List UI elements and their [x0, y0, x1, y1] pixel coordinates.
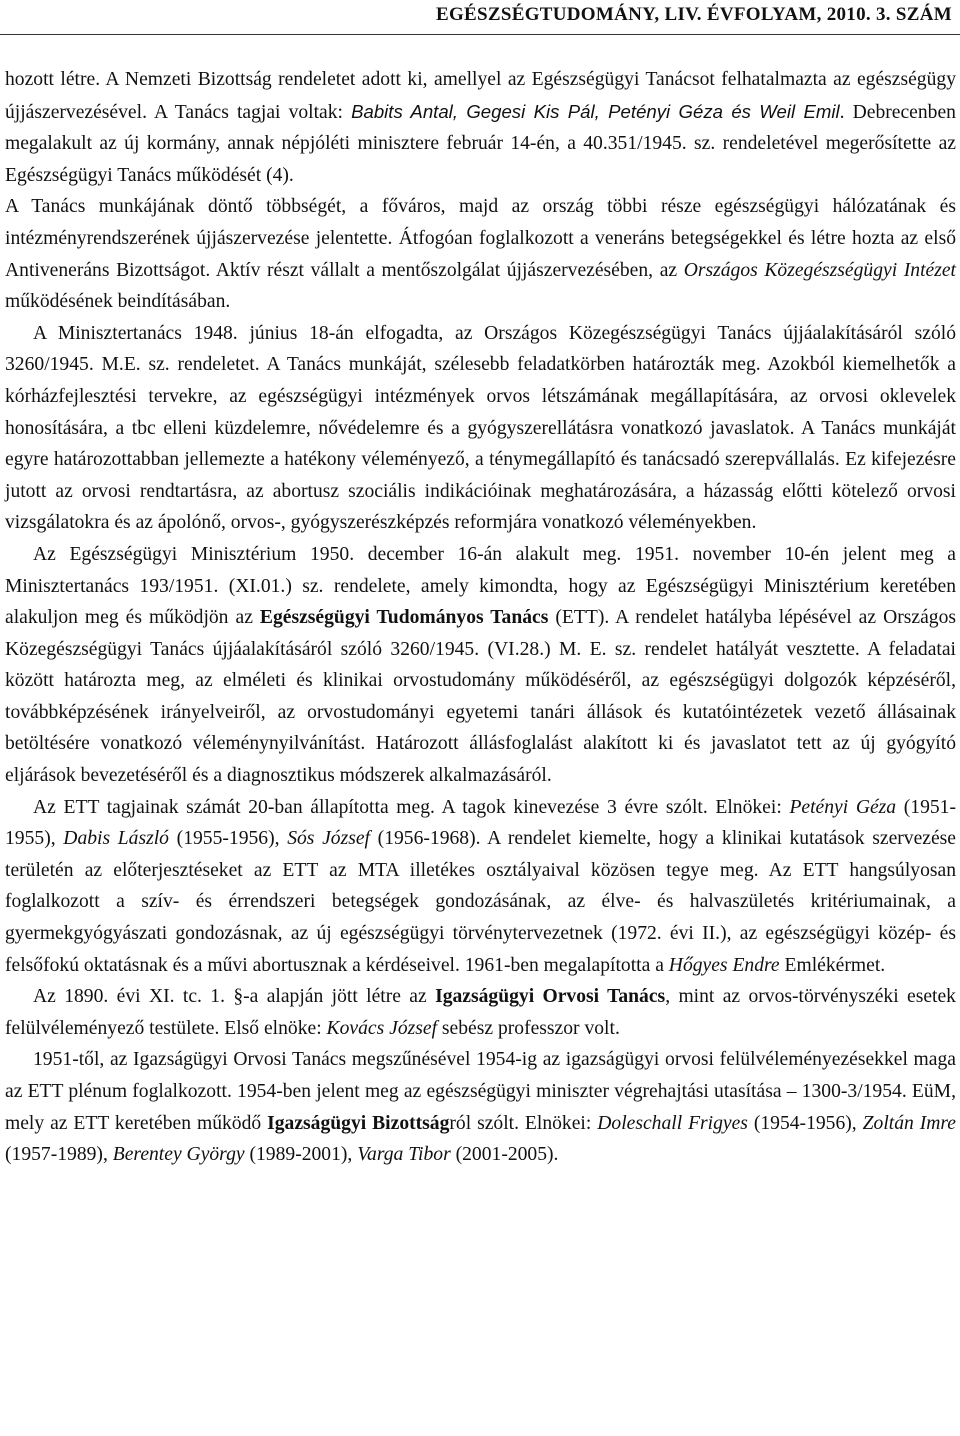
person-italic: Varga Tibor	[357, 1144, 451, 1166]
person-italic: Dabis László	[63, 828, 169, 850]
paragraph-7	[5, 1044, 956, 1170]
person-italic: Berentey György	[112, 1144, 245, 1166]
text-run: sebész professzor volt.	[437, 1017, 620, 1039]
committee-bold: Igazságügyi Bizottság	[267, 1112, 450, 1134]
text-run: Az Egészségügyi Minisztérium 1950. december 16-án alakult meg. 1951. november 10-én jelent meg a Minisztertanács 193/1951. (XI.01.) sz. rendelete, amely kimondta, hogy az Egészségügyi Minisztérium keretében alakuljon meg és működjön az	[5, 543, 956, 629]
article-body	[5, 64, 956, 1171]
running-header: EGÉSZSÉGTUDOMÁNY, LIV. ÉVFOLYAM, 2010. 3. SZÁM	[435, 4, 952, 25]
iot-bold: Igazságügyi Orvosi Tanács	[435, 986, 666, 1008]
text-run: (2001-2005).	[450, 1144, 559, 1166]
names-italic: Babits Antal, Gegesi Kis Pál, Petényi Géza és Weil Emil	[351, 100, 840, 122]
header-rule	[0, 34, 960, 35]
text-run: . Debrecenben megalakult az új kormány, annak népjóléti minisztere február 14-én, a 40.351/1945. sz. rendeletével megerősítette az Egészségügyi Tanács működését (4).	[5, 101, 956, 186]
ett-bold: Egészségügyi Tudományos Tanács	[259, 607, 549, 629]
text-run: (1989-2001),	[244, 1144, 358, 1166]
text-run: (1956-1968). A rendelet kiemelte, hogy a klinikai kutatások szervezése területén az előterjesztéseket az ETT az MTA illetékes osztályaival közösen tegye meg. Az ETT hangsúlyosan foglalkozott a szív- és érrendszeri betegségek gondozásának, az élve- és halvaszületés kritériumainak, a gyermekgyógyászati gondozásnak, az új egészségügyi törvénytervezetnek (1972. évi II.), az egészségügyi közép- és felsőfokú oktatásnak és a művi abortusznak a kérdéseivel. 1961-ben megalapította a	[5, 828, 956, 976]
institute-italic: Országos Közegészségügyi Intézet	[683, 259, 956, 281]
text-run: (1954-1956),	[747, 1112, 863, 1134]
paragraph-6	[5, 981, 956, 1044]
paragraph-3	[5, 318, 956, 539]
paragraph-5	[5, 792, 956, 982]
text-run: (1951-1955),	[5, 796, 957, 850]
person-italic: Petényi Géza	[789, 796, 897, 818]
text-run: (1955-1956),	[168, 828, 288, 850]
text-run: működésének beindításában.	[5, 291, 231, 313]
person-italic: Zoltán Imre	[862, 1112, 956, 1134]
person-italic: Sós József	[287, 828, 370, 850]
paragraph-1	[5, 64, 956, 191]
person-italic: Hőgyes Endre	[668, 954, 780, 976]
text-run: A Minisztertanács 1948. június 18-án elfogadta, az Országos Közegészségügyi Tanács újjáalakításáról szóló 3260/1945. M.E. sz. rendeletet. A Tanács munkáját, szélesebb feladatkörben határozták meg. Azokból kiemelhetők a kórházfejlesztési tervekre, az egészségügyi intézmények orvos létszámának megállapítására, az orvosi oklevelek honosítására, a tbc elleni küzdelemre, nővédelemre és a gyógyszerellátásra vonatkozó javaslatok. A Tanács munkáját egyre határozottabban jellemezte a hatékony véleményező, a ténymegállapító és tanácsadó szerepvállalás. Ez kifejezésre jutott az orvosi rendtartásra, az abortusz szociális indikációinak meghatározására, a házasság előtti kötelező orvosi vizsgálatokra és az ápolónő, orvos-, gyógyszerészképzés reformjára vonatkozó véleményekben.	[5, 322, 956, 534]
text-run: ról szólt. Elnökei:	[449, 1112, 598, 1134]
text-run: , mint az orvos-törvényszéki esetek felülvéleményező testülete. Első elnöke:	[5, 986, 956, 1039]
text-run: hozott létre. A Nemzeti Bizottság rendeletet adott ki, amellyel az Egészségügyi Tanácsot felhatalmazta az egészségügy újjászervezésével. A Tanács tagjai voltak:	[5, 69, 956, 123]
text-run: 1951-től, az Igazságügyi Orvosi Tanács megszűnésével 1954-ig az igazságügyi orvosi felülvéleményezésekkel maga az ETT plénum foglalkozott. 1954-ben jelent meg az egészségügyi miniszter végrehajtási utasítása – 1300-3/1954. EüM, mely az ETT keretében működő	[5, 1049, 956, 1134]
text-run: Az 1890. évi XI. tc. 1. §-a alapján jött létre az	[33, 986, 436, 1008]
text-run: Emlékérmet.	[779, 954, 886, 976]
text-run: Az ETT tagjainak számát 20-ban állapította meg. A tagok kinevezése 3 évre szólt. Elnökei:	[33, 796, 790, 818]
text-run: (ETT). A rendelet hatályba lépésével az Országos Közegészségügyi Tanács újjáalakításáról szóló 3260/1945. (VI.28.) M. E. sz. rendelet hatályát vesztette. A feladatai között határozta meg, az elméleti és klinikai orvostudomány működéséről, az egészségügyi dolgozók képzéséről, továbbképzésének irányelveiről, az orvostudományi egyetemi tanári állások és kutatóintézetek vezető állásainak betöltésére vonatkozó véleménynyilvánítást. Határozott állásfoglalást alakított ki és javaslatot tett az új gyógyító eljárások bevezetéséről és a diagnosztikus módszerek alkalmazásáról.	[5, 607, 956, 787]
person-italic: Kovács József	[326, 1017, 438, 1039]
person-italic: Doleschall Frigyes	[597, 1112, 748, 1134]
paragraph-4	[5, 539, 956, 792]
text-run: (1957-1989),	[5, 1144, 113, 1166]
text-run: A Tanács munkájának döntő többségét, a főváros, majd az ország többi része egészségügyi hálózatának és intézményrendszerének újjászervezése jelentette. Átfogóan foglalkozott a veneráns betegségekkel és létre hozta az első Antiveneráns Bizottságot. Aktív részt vállalt a mentőszolgálat újjászervezésében, az	[5, 196, 956, 281]
paragraph-2	[5, 191, 956, 317]
